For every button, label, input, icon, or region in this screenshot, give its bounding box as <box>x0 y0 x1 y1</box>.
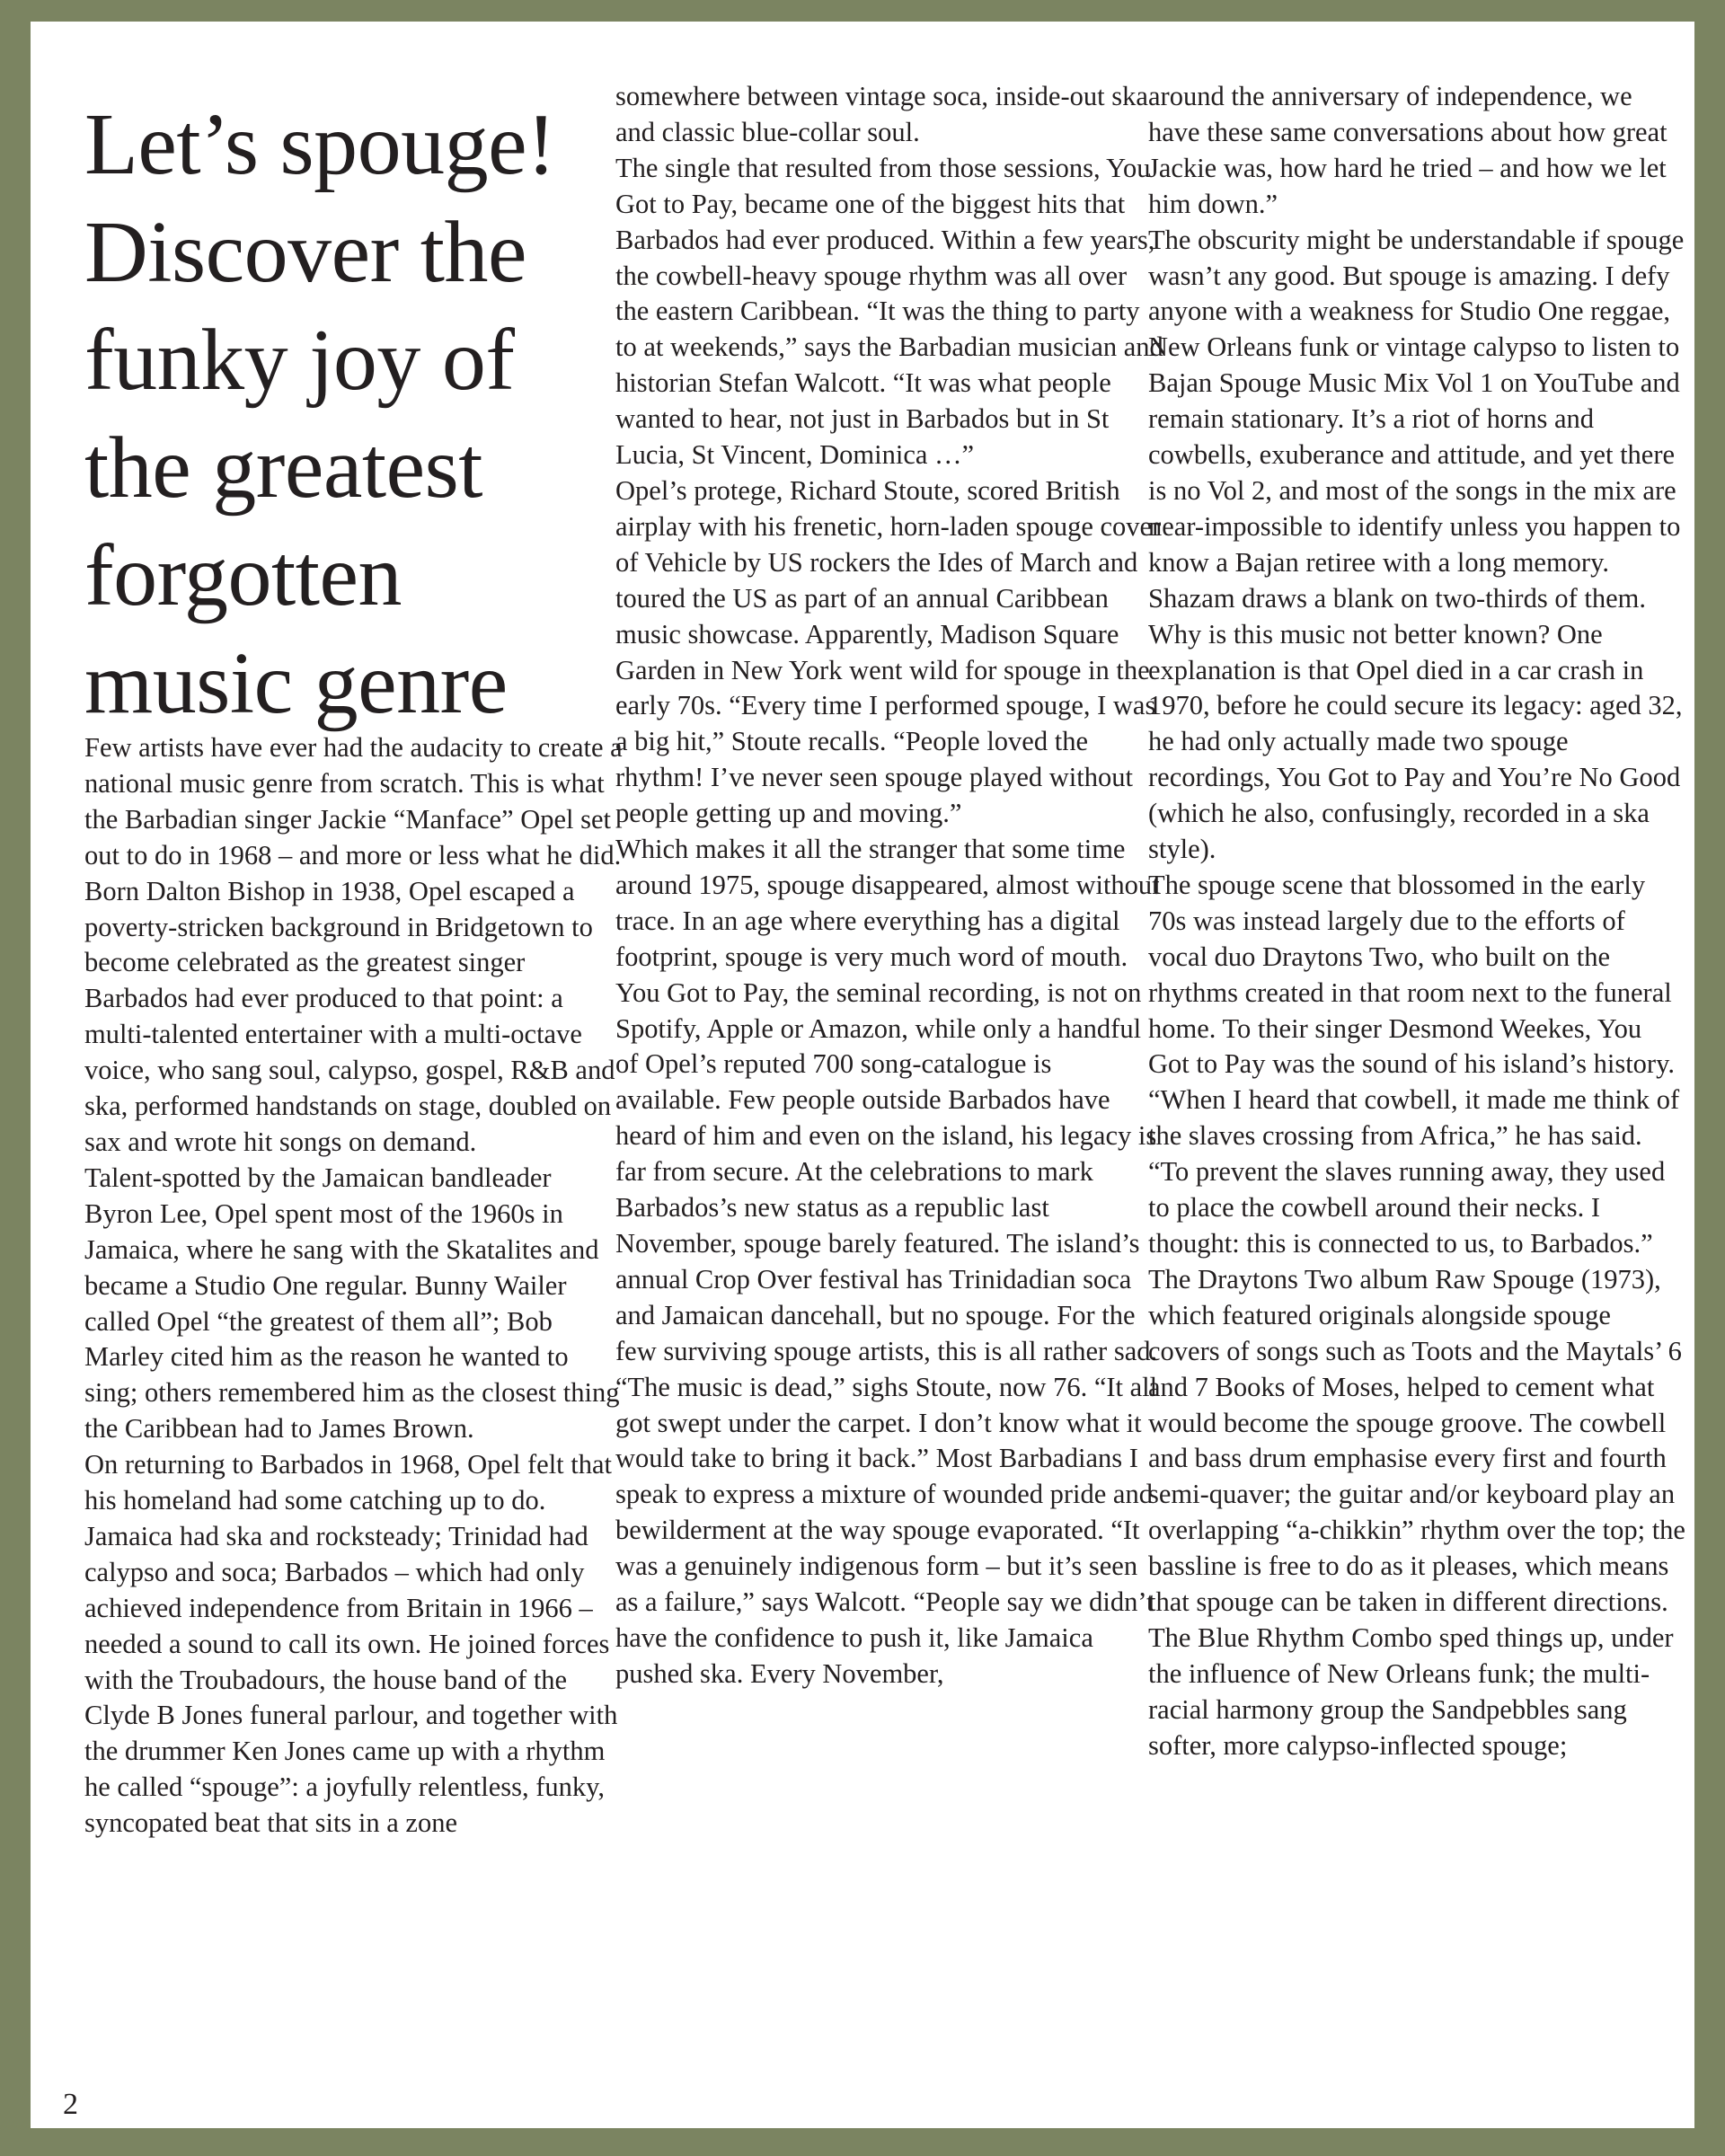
paragraph: “The music is dead,” sighs Stoute, now 76. “It all got swept under the carpet. I don’t know what it would take to bring it back.” Most Barbadians I speak to express a mixture of wounded pride and bewilderment at the way spouge evaporated. “It was a genuinely indigenous form – but it’s seen as a failure,” says Walcott. “People say we didn’t have the confidence to push it, like Jamaica pushed ska. Every November, <box>615 1371 1158 1689</box>
headline: Let’s spouge! Discover the funky joy of the greatest forgotten music genre <box>84 96 556 732</box>
column-1 <box>84 75 624 1842</box>
paragraph: Few artists have ever had the audacity to create a national music genre from scratch. This is what the Barbadian singer Jackie “Manface” Opel set out to do in 1968 – and more or less what he did. Born Dalton Bishop in 1938, Opel escaped a poverty-stricken background in Bridgetown to become celebrated as the greatest singer Barbados had ever produced to that point: a multi-talented entertainer with a multi-octave voice, who sang soul, calypso, gospel, R&B and ska, performed handstands on stage, doubled on sax and wrote hit songs on demand. <box>84 732 623 1157</box>
paragraph: Why is this music not better known? One explanation is that Opel died in a car crash in 1970, before he could secure its legacy: aged 32, he had only actually made two spouge recordings, You Got to Pay and You’re No Good (which he also, confusingly, recorded in a ska style). <box>1148 618 1683 865</box>
paragraph: The obscurity might be understandable if spouge wasn’t any good. But spouge is amazing. I defy anyone with a weakness for Studio One reggae, New Orleans funk or vintage calypso to listen to Bajan Spouge Music Mix Vol 1 on YouTube and remain stationary. It’s a riot of horns and cowbells, exuberance and attitude, and yet there is no Vol 2, and most of the songs in the mix are near-impossible to identify unless you happen to know a Bajan retiree with a long memory. Shazam draws a blank on two-thirds of them. <box>1148 224 1685 614</box>
magazine-page <box>31 22 1694 2128</box>
column-3 <box>1148 79 1687 1764</box>
paragraph: The single that resulted from those sessions, You Got to Pay, became one of the biggest hits that Barbados had ever produced. Within a few years, the cowbell-heavy spouge rhythm was all over the eastern Caribbean. “It was the thing to party to at weekends,” says the Barbadian musician and historian Stefan Walcott. “It was what people wanted to hear, not just in Barbados but in St Lucia, St Vincent, Dominica …” <box>615 152 1163 471</box>
page-number: 2 <box>63 2088 78 2121</box>
paragraph: On returning to Barbados in 1968, Opel felt that his homeland had some catching up to do. Jamaica had ska and rocksteady; Trinidad had calypso and soca; Barbados – which had only achieved independence from Britain in 1966 – needed a sound to call its own. He joined forces with the Troubadours, the house band of the Clyde B Jones funeral parlour, and together with the drummer Ken Jones came up with a rhythm he called “spouge”: a joyfully relentless, funky, syncopated beat that sits in a zone <box>84 1449 618 1839</box>
paragraph: Opel’s protege, Richard Stoute, scored British airplay with his frenetic, horn-laden spouge cover of Vehicle by US rockers the Ides of March and toured the US as part of an annual Caribbean music showcase. Apparently, Madison Square Garden in New York went wild for spouge in the early 70s. “Every time I performed spouge, I was a big hit,” Stoute recalls. “People loved the rhythm! I’ve never seen spouge played without people getting up and moving.” <box>615 474 1162 829</box>
paragraph: The spouge scene that blossomed in the early 70s was instead largely due to the efforts of vocal duo Draytons Two, who built on the rhythms created in that room next to the funeral home. To their singer Desmond Weekes, You Got to Pay was the sound of his island’s history. “When I heard that cowbell, it made me think of the slaves crossing from Africa,” he has said. “To prevent the slaves running away, they used to place the cowbell around their necks. I thought: this is connected to us, to Barbados.” <box>1148 869 1680 1259</box>
column-2 <box>615 79 1163 1692</box>
paragraph: Talent-spotted by the Jamaican bandleader Byron Lee, Opel spent most of the 1960s in Jamaica, where he sang with the Skatalites and became a Studio One regular. Bunny Wailer called Opel “the greatest of them all”; Bob Marley cited him as the reason he wanted to sing; others remembered him as the closest thing the Caribbean had to James Brown. <box>84 1162 620 1445</box>
paragraph: around the anniversary of independence, we have these same conversations about how great Jackie was, how hard he tried – and how we let him down.” <box>1148 81 1668 219</box>
paragraph: The Draytons Two album Raw Spouge (1973), which featured originals alongside spouge covers of songs such as Toots and the Maytals’ 6 and 7 Books of Moses, helped to cement what would become the spouge groove. The cowbell and bass drum emphasise every first and fourth semi-quaver; the guitar and/or keyboard play an overlapping “a-chikkin” rhythm over the top; the bassline is free to do as it pleases, which means that spouge can be taken in different directions. The Blue Rhythm Combo sped things up, under the influence of New Orleans funk; the multi-racial harmony group the Sandpebbles sang softer, more calypso-inflected spouge; <box>1148 1263 1685 1761</box>
paragraph: Which makes it all the stranger that some time around 1975, spouge disappeared, almost without trace. In an age where everything has a digital footprint, spouge is very much word of mouth. You Got to Pay, the seminal recording, is not on Spotify, Apple or Amazon, while only a handful of Opel’s reputed 700 song-catalogue is available. Few people outside Barbados have heard of him and even on the island, his legacy is far from secure. At the celebrations to mark Barbados’s new status as a republic last November, spouge barely featured. The island’s annual Crop Over festival has Trinidadian soca and Jamaican dancehall, but no spouge. For the few surviving spouge artists, this is all rather sad. <box>615 834 1160 1366</box>
paragraph: somewhere between vintage soca, inside-out ska and classic blue-collar soul. <box>615 81 1148 147</box>
